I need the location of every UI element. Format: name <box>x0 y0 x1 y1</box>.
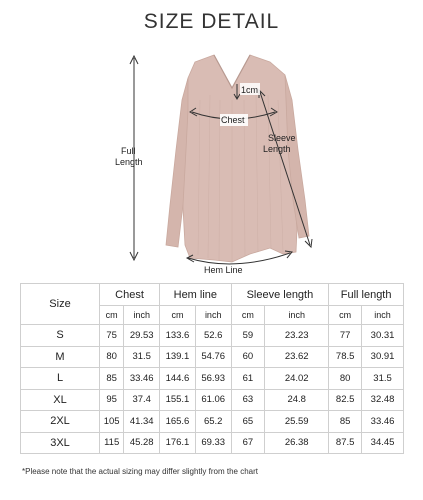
value-cell: 33.46 <box>124 368 160 390</box>
value-cell: 29.53 <box>124 325 160 347</box>
value-cell: 87.5 <box>329 432 362 454</box>
value-cell: 30.31 <box>362 325 404 347</box>
value-cell: 52.6 <box>195 325 231 347</box>
value-cell: 54.76 <box>195 346 231 368</box>
unit-cell: inch <box>124 306 160 325</box>
value-cell: 95 <box>100 389 124 411</box>
value-cell: 26.38 <box>265 432 329 454</box>
unit-cell: inch <box>265 306 329 325</box>
value-cell: 31.5 <box>124 346 160 368</box>
value-cell: 24.8 <box>265 389 329 411</box>
table-row <box>21 368 404 390</box>
unit-cell: cm <box>329 306 362 325</box>
value-cell: 133.6 <box>160 325 196 347</box>
value-cell: 82.5 <box>329 389 362 411</box>
sleeve-length-label-line1: Sleeve <box>268 133 296 143</box>
one-cm-label: 1cm <box>241 85 259 95</box>
table-row <box>21 411 404 433</box>
table-header-row <box>21 284 404 306</box>
value-cell: 67 <box>231 432 265 454</box>
full-length-label-line2: Length <box>115 157 143 167</box>
value-cell: 144.6 <box>160 368 196 390</box>
size-cell: L <box>21 368 100 390</box>
value-cell: 80 <box>329 368 362 390</box>
value-cell: 30.91 <box>362 346 404 368</box>
value-cell: 56.93 <box>195 368 231 390</box>
value-cell: 61 <box>231 368 265 390</box>
value-cell: 115 <box>100 432 124 454</box>
garment-illustration <box>0 40 423 275</box>
size-cell: S <box>21 325 100 347</box>
value-cell: 165.6 <box>160 411 196 433</box>
sleeve-length-header: Sleeve length <box>231 284 329 306</box>
value-cell: 65 <box>231 411 265 433</box>
unit-cell: inch <box>362 306 404 325</box>
value-cell: 63 <box>231 389 265 411</box>
table-row <box>21 325 404 347</box>
value-cell: 34.45 <box>362 432 404 454</box>
size-cell: 3XL <box>21 432 100 454</box>
full-length-header: Full length <box>329 284 404 306</box>
size-cell: 2XL <box>21 411 100 433</box>
hem-line-label: Hem Line <box>204 265 243 275</box>
unit-cell: cm <box>231 306 265 325</box>
table-row <box>21 346 404 368</box>
value-cell: 24.02 <box>265 368 329 390</box>
page-title: SIZE DETAIL <box>143 10 280 33</box>
value-cell: 65.2 <box>195 411 231 433</box>
chest-header: Chest <box>100 284 160 306</box>
value-cell: 85 <box>329 411 362 433</box>
unit-cell: cm <box>100 306 124 325</box>
value-cell: 105 <box>100 411 124 433</box>
size-cell: XL <box>21 389 100 411</box>
value-cell: 80 <box>100 346 124 368</box>
value-cell: 155.1 <box>160 389 196 411</box>
value-cell: 78.5 <box>329 346 362 368</box>
table-row <box>21 432 404 454</box>
value-cell: 61.06 <box>195 389 231 411</box>
value-cell: 37.4 <box>124 389 160 411</box>
value-cell: 32.48 <box>362 389 404 411</box>
table-row <box>21 389 404 411</box>
size-header: Size <box>21 284 100 325</box>
unit-cell: inch <box>195 306 231 325</box>
value-cell: 33.46 <box>362 411 404 433</box>
value-cell: 77 <box>329 325 362 347</box>
sleeve-length-label-line2: Length <box>263 144 291 154</box>
garment-figure <box>0 40 423 275</box>
value-cell: 75 <box>100 325 124 347</box>
value-cell: 23.23 <box>265 325 329 347</box>
value-cell: 41.34 <box>124 411 160 433</box>
value-cell: 31.5 <box>362 368 404 390</box>
value-cell: 23.62 <box>265 346 329 368</box>
value-cell: 45.28 <box>124 432 160 454</box>
value-cell: 25.59 <box>265 411 329 433</box>
value-cell: 60 <box>231 346 265 368</box>
value-cell: 139.1 <box>160 346 196 368</box>
value-cell: 69.33 <box>195 432 231 454</box>
unit-cell: cm <box>160 306 196 325</box>
size-cell: M <box>21 346 100 368</box>
sizing-note: *Please note that the actual sizing may differ slightly from the chart <box>22 467 258 476</box>
value-cell: 59 <box>231 325 265 347</box>
hem-line-header: Hem line <box>160 284 232 306</box>
size-table <box>20 283 404 454</box>
value-cell: 85 <box>100 368 124 390</box>
full-length-label-line1: Full <box>121 146 136 156</box>
chest-label: Chest <box>221 115 245 125</box>
value-cell: 176.1 <box>160 432 196 454</box>
